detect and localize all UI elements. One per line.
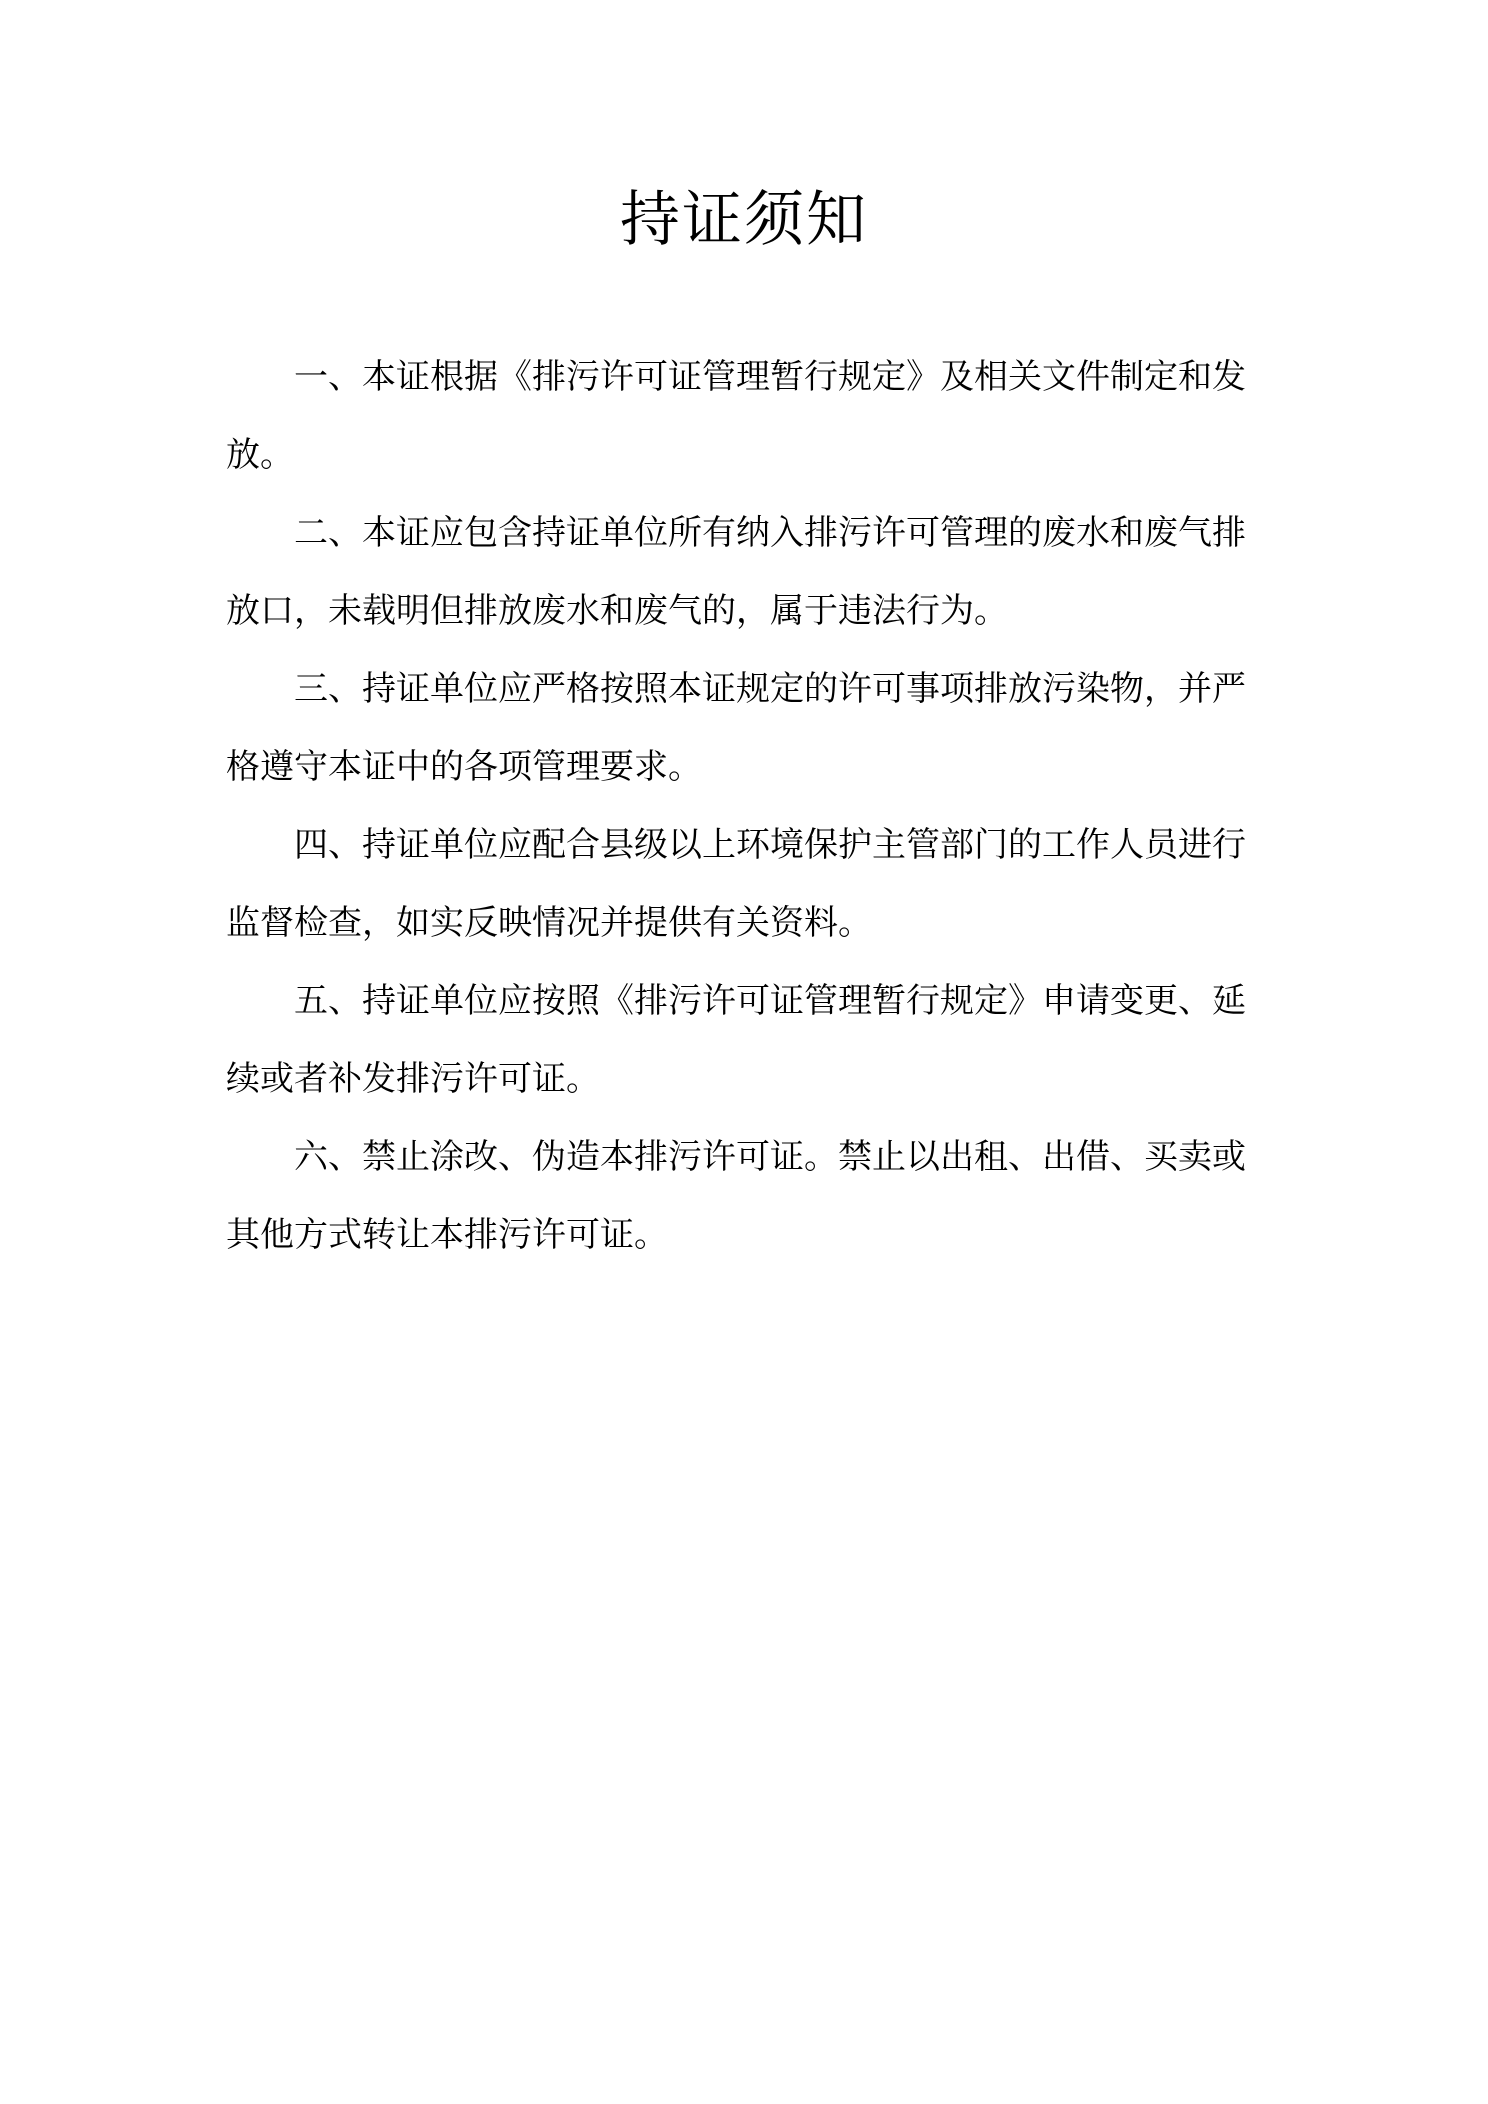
notice-item-4: 四、持证单位应配合县级以上环境保护主管部门的工作人员进行监督检查，如实反映情况并提供有关资料。	[226, 825, 1246, 943]
notice-item-5: 五、持证单位应按照《排污许可证管理暂行规定》申请变更、延续或者补发排污许可证。	[226, 981, 1246, 1099]
notice-item-1: 一、本证根据《排污许可证管理暂行规定》及相关文件制定和发放。	[226, 357, 1246, 475]
notice-item-3: 三、持证单位应严格按照本证规定的许可事项排放污染物，并严格遵守本证中的各项管理要求。	[226, 669, 1246, 787]
notice-body	[226, 338, 1246, 1274]
notice-item-6: 六、禁止涂改、伪造本排污许可证。禁止以出租、出借、买卖或其他方式转让本排污许可证。	[226, 1137, 1246, 1255]
notice-item-2: 二、本证应包含持证单位所有纳入排污许可管理的废水和废气排放口，未载明但排放废水和废气的，属于违法行为。	[226, 513, 1246, 631]
page-title: 持证须知	[620, 185, 868, 255]
